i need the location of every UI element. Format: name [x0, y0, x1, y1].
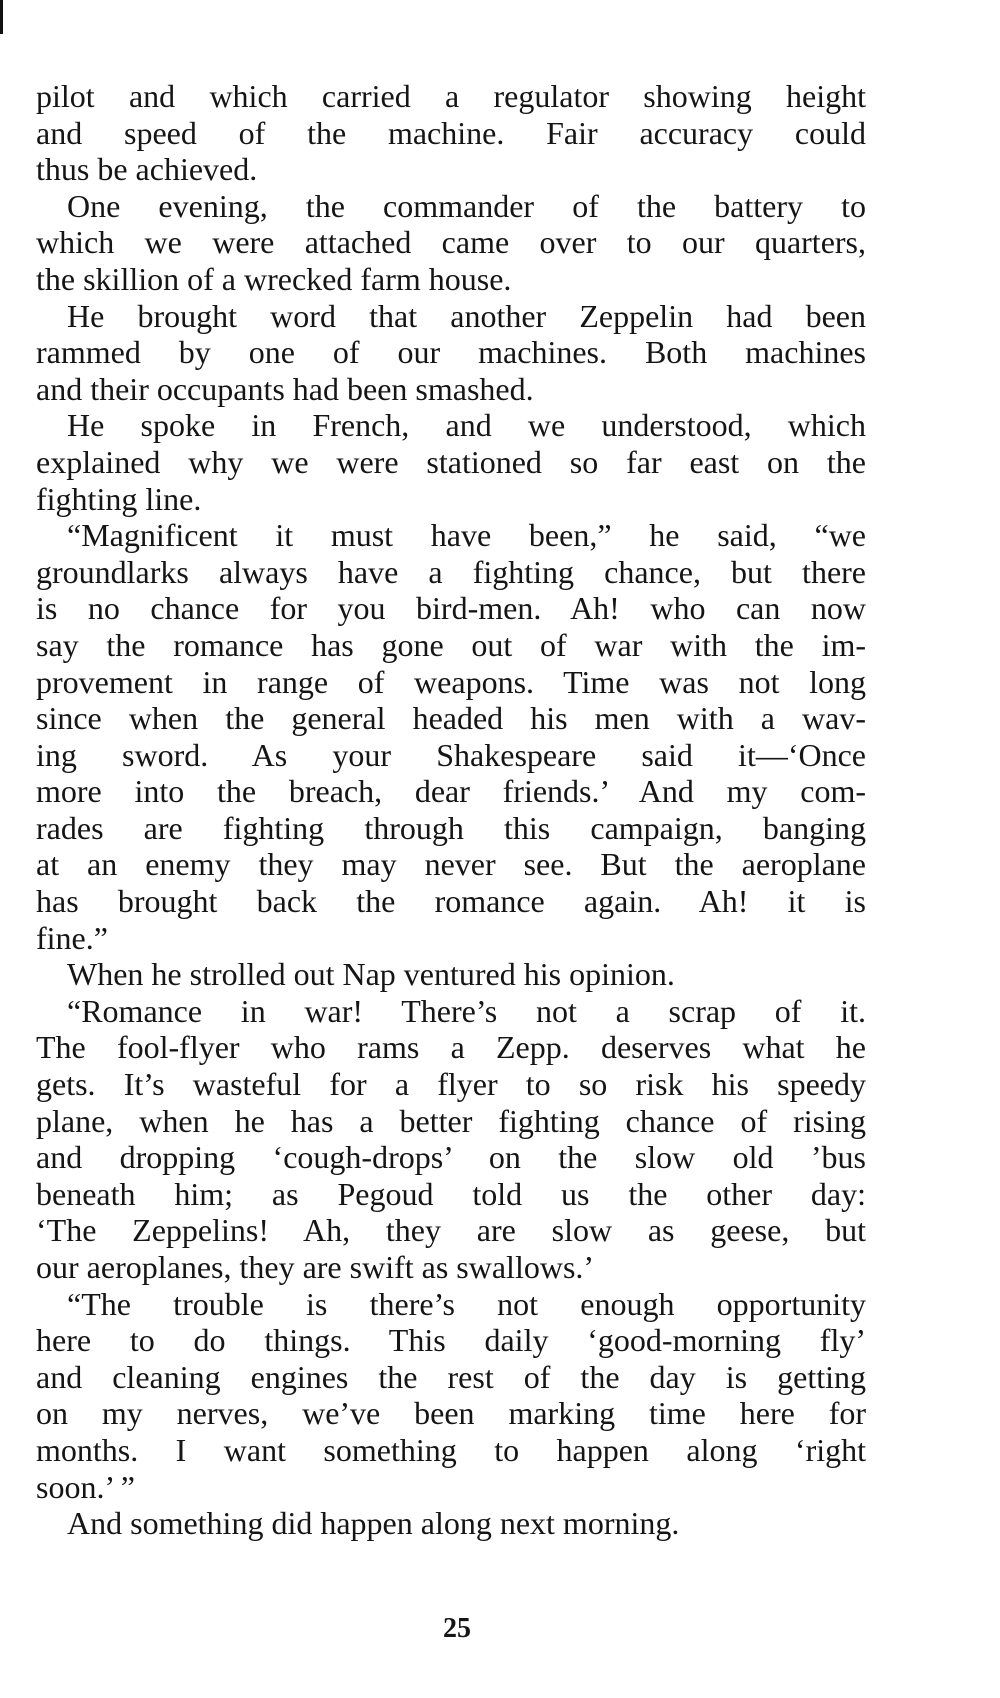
text-line: beneath him; as Pegoud told us the other day: [36, 1175, 866, 1212]
text-line: When he strolled out Nap ventured his opinion. [67, 956, 675, 993]
text-line: pilot and which carried a regulator showing height [36, 78, 866, 114]
text-line: has brought back the romance again. Ah! it is [36, 883, 866, 920]
text-line: And something did happen along next morning. [67, 1505, 680, 1542]
text-line: The fool-flyer who rams a Zepp. deserves what he [36, 1029, 866, 1066]
body-text [36, 78, 866, 1542]
text-line: One evening, the commander of the battery to [67, 187, 866, 224]
text-line: rades are fighting through this campaign, banging [36, 809, 866, 846]
text-line: soon.’ ” [36, 1468, 135, 1505]
text-line: plane, when he has a better fighting chance of rising [36, 1102, 866, 1139]
text-line: on my nerves, we’ve been marking time here for [36, 1395, 866, 1432]
page-edge-mark [0, 0, 3, 34]
text-line: explained why we were stationed so far east on the [36, 443, 866, 480]
text-line: our aeroplanes, they are swift as swallows.’ [36, 1249, 595, 1285]
text-line: He brought word that another Zeppelin had been [67, 297, 866, 334]
text-line: “The trouble is there’s not enough opportunity [67, 1285, 866, 1322]
text-line: and speed of the machine. Fair accuracy could [36, 114, 866, 151]
text-line: months. I want something to happen along ‘right [36, 1431, 866, 1468]
text-line: which we were attached came over to our quarters, [36, 224, 866, 261]
text-line: here to do things. This daily ‘good-morning fly’ [36, 1322, 866, 1359]
text-line: since when the general headed his men with a wav- [36, 700, 866, 737]
text-line: and dropping ‘cough-drops’ on the slow old ’bus [36, 1139, 866, 1176]
text-line: rammed by one of our machines. Both machines [36, 334, 866, 371]
page-number: 25 [443, 1613, 471, 1644]
text-line: “Magnificent it must have been,” he said, “we [67, 517, 866, 554]
text-line: gets. It’s wasteful for a flyer to so risk his speedy [36, 1066, 866, 1103]
text-line: and their occupants had been smashed. [36, 370, 534, 407]
text-line: and cleaning engines the rest of the day is getting [36, 1358, 866, 1395]
text-line: the skillion of a wrecked farm house. [36, 260, 512, 297]
text-line: thus be achieved. [36, 151, 258, 188]
text-line: provement in range of weapons. Time was not long [36, 663, 866, 700]
text-line: fighting line. [36, 480, 202, 517]
text-line: “Romance in war! There’s not a scrap of it. [67, 992, 866, 1029]
text-line: ing sword. As your Shakespeare said it—‘Once [36, 736, 866, 773]
text-line: more into the breach, dear friends.’ And my com- [36, 773, 866, 810]
text-line: groundlarks always have a fighting chance, but there [36, 553, 866, 590]
text-line: He spoke in French, and we understood, which [67, 407, 866, 444]
text-line: say the romance has gone out of war with the im- [36, 626, 866, 663]
text-line: ‘The Zeppelins! Ah, they are slow as geese, but [36, 1212, 866, 1249]
text-line: fine.” [36, 919, 108, 956]
text-line: at an enemy they may never see. But the aeroplane [36, 846, 866, 883]
text-line: is no chance for you bird-men. Ah! who can now [36, 590, 866, 627]
